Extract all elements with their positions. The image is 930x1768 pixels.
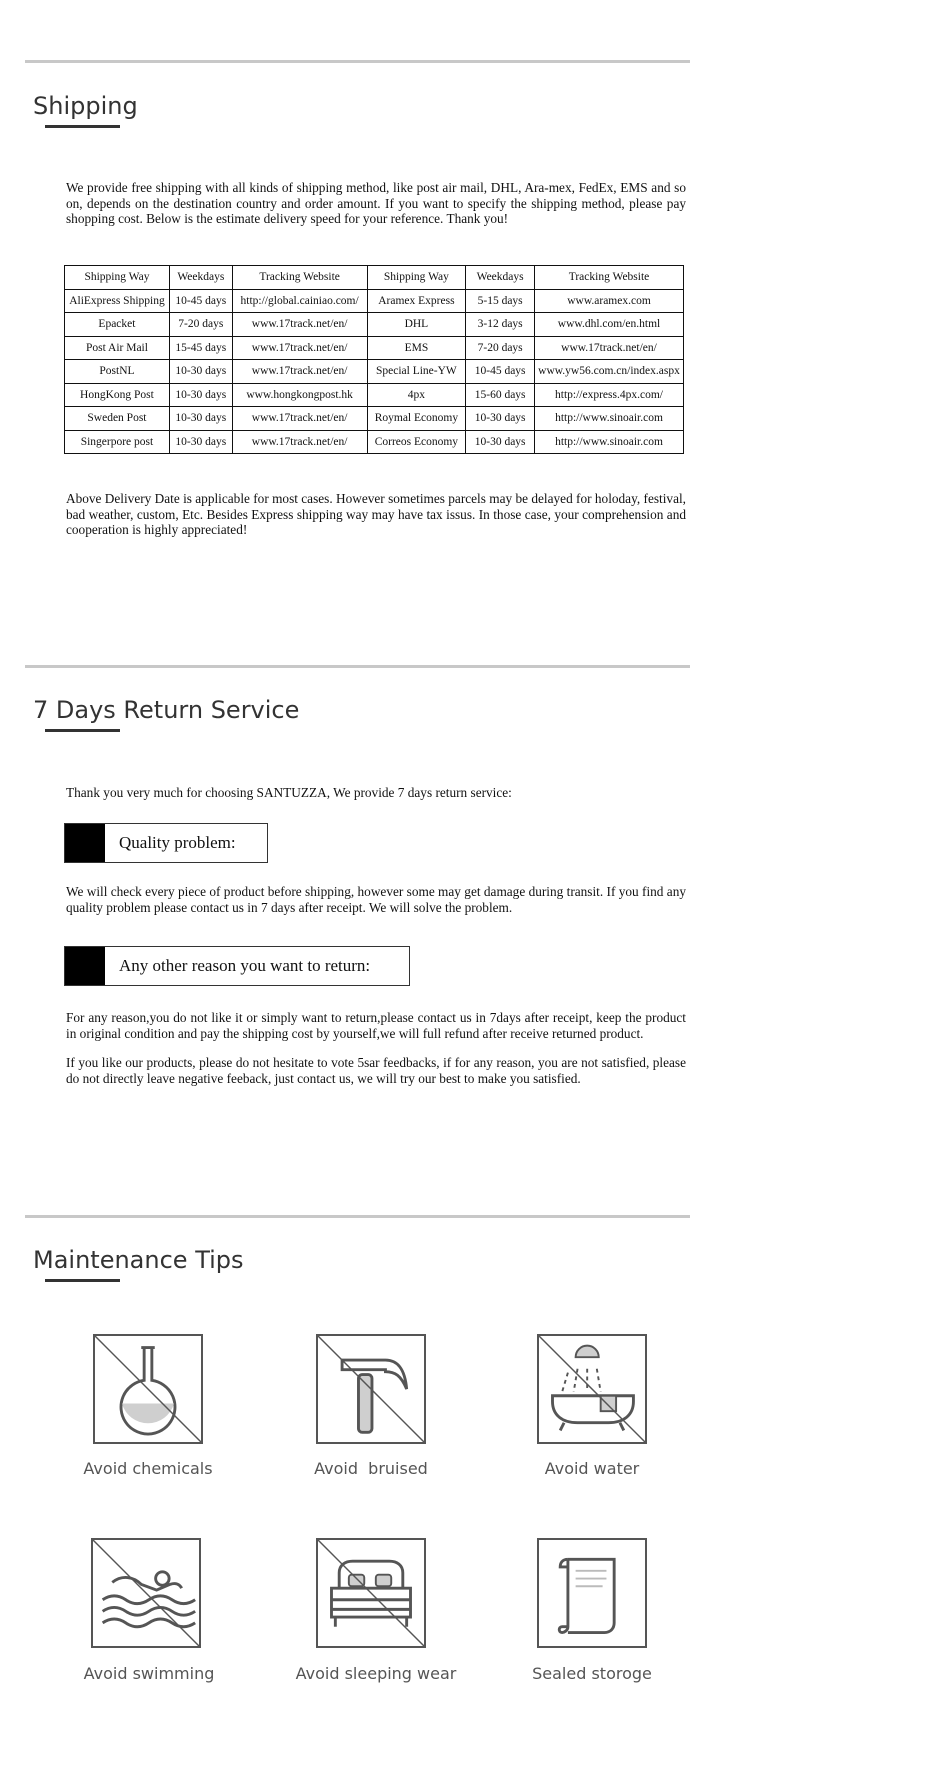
table-cell: Roymal Economy	[367, 407, 466, 431]
tip-card-swimming	[91, 1538, 201, 1648]
table-cell: www.17track.net/en/	[535, 336, 684, 360]
maintenance-title: Maintenance Tips	[33, 1246, 244, 1274]
scroll-icon	[539, 1540, 645, 1646]
shipping-table-header	[65, 266, 684, 290]
quality-problem-tag	[64, 823, 268, 863]
returns-intro: Thank you very much for choosing SANTUZZA, We provide 7 days return service:	[66, 785, 512, 800]
table-row	[65, 383, 684, 407]
section-divider-returns	[25, 665, 690, 668]
section-divider-maintenance	[25, 1215, 690, 1218]
other-reason-tag	[64, 946, 410, 986]
table-cell: Post Air Mail	[65, 336, 170, 360]
table-row	[65, 313, 684, 337]
returns-title-underline	[45, 729, 120, 732]
returns-title: 7 Days Return Service	[33, 696, 300, 724]
shipping-title: Shipping	[33, 92, 138, 120]
table-header-cell: Tracking Website	[535, 266, 684, 290]
table-cell: http://express.4px.com/	[535, 383, 684, 407]
table-cell: 10-30 days	[169, 360, 232, 384]
table-cell: PostNL	[65, 360, 170, 384]
quality-problem-label: Quality problem:	[119, 833, 236, 852]
table-cell: Special Line-YW	[367, 360, 466, 384]
table-row	[65, 336, 684, 360]
table-cell: www.yw56.com.cn/index.aspx	[535, 360, 684, 384]
maintenance-title-underline	[45, 1279, 120, 1282]
shower-bath-icon	[539, 1336, 645, 1442]
table-cell: 15-60 days	[466, 383, 535, 407]
table-cell: Correos Economy	[367, 430, 466, 454]
tip-card-chemicals	[93, 1334, 203, 1444]
table-cell: www.hongkongpost.hk	[232, 383, 367, 407]
table-cell: 4px	[367, 383, 466, 407]
table-cell: www.dhl.com/en.html	[535, 313, 684, 337]
table-cell: www.17track.net/en/	[232, 360, 367, 384]
feedback-text: If you like our products, please do not hesitate to vote 5sar feedbacks, if for any reason, you are not satisfied, please do not directly leave negative feeback, just contact us, we will try our best to make you satisfied.	[66, 1055, 686, 1086]
table-cell: www.17track.net/en/	[232, 430, 367, 454]
tag-block	[65, 947, 105, 985]
table-header-cell: Weekdays	[466, 266, 535, 290]
tip-label: Sealed storoge	[532, 1664, 652, 1683]
shipping-table	[64, 265, 684, 454]
table-cell: 10-30 days	[466, 407, 535, 431]
table-header-cell: Shipping Way	[367, 266, 466, 290]
other-reason-text: For any reason,you do not like it or simply want to return,please contact us in 7days after receipt, keep the product in original condition and pay the shipping cost by yourself,we will full refund after receive returned product.	[66, 1010, 686, 1041]
tip-card-sleeping	[316, 1538, 426, 1648]
other-reason-label: Any other reason you want to return:	[119, 956, 371, 975]
table-row	[65, 360, 684, 384]
table-cell: www.17track.net/en/	[232, 407, 367, 431]
table-cell: 10-30 days	[169, 430, 232, 454]
tip-card-water	[537, 1334, 647, 1444]
section-divider-shipping	[25, 60, 690, 63]
table-cell: www.aramex.com	[535, 289, 684, 313]
tip-card-storage	[537, 1538, 647, 1648]
table-cell: 10-30 days	[169, 407, 232, 431]
table-cell: Aramex Express	[367, 289, 466, 313]
table-cell: 10-45 days	[466, 360, 535, 384]
table-cell: 5-15 days	[466, 289, 535, 313]
table-cell: 10-30 days	[466, 430, 535, 454]
quality-problem-text: We will check every piece of product before shipping, however some may get damage during transit. If you find any quality problem please contact us in 7 days after receipt. We will solve the problem.	[66, 884, 686, 915]
table-row	[65, 407, 684, 431]
swimmer-icon	[93, 1540, 199, 1646]
tip-label: Avoid chemicals	[83, 1459, 213, 1478]
tip-card-bruised	[316, 1334, 426, 1444]
table-cell: HongKong Post	[65, 383, 170, 407]
table-header-cell: Tracking Website	[232, 266, 367, 290]
table-cell: DHL	[367, 313, 466, 337]
table-row	[65, 289, 684, 313]
table-cell: http://www.sinoair.com	[535, 407, 684, 431]
shipping-intro: We provide free shipping with all kinds of shipping method, like post air mail, DHL, Ara-mex, FedEx, EMS and so on, depends on the destination country and order amount. If you want to specify the shipping method, please pay shopping cost. Below is the estimate delivery speed for your reference. Thank you!	[66, 180, 686, 226]
tip-label: Avoid water	[544, 1459, 640, 1478]
table-cell: http://www.sinoair.com	[535, 430, 684, 454]
table-cell: Sweden Post	[65, 407, 170, 431]
shipping-title-underline	[45, 125, 120, 128]
table-cell: Singerpore post	[65, 430, 170, 454]
table-cell: AliExpress Shipping	[65, 289, 170, 313]
table-cell: 7-20 days	[169, 313, 232, 337]
bed-icon	[318, 1540, 424, 1646]
hammer-icon	[318, 1336, 424, 1442]
table-cell: Epacket	[65, 313, 170, 337]
table-cell: www.17track.net/en/	[232, 313, 367, 337]
table-row	[65, 430, 684, 454]
table-cell: 15-45 days	[169, 336, 232, 360]
table-header-cell: Weekdays	[169, 266, 232, 290]
table-cell: 7-20 days	[466, 336, 535, 360]
table-cell: 10-30 days	[169, 383, 232, 407]
table-cell: www.17track.net/en/	[232, 336, 367, 360]
shipping-note: Above Delivery Date is applicable for most cases. However sometimes parcels may be delayed for holoday, festival, bad weather, custom, Etc. Besides Express shipping way may have tax issus. In those case, your comprehension and cooperation is highly appreciated!	[66, 491, 686, 537]
table-header-cell: Shipping Way	[65, 266, 170, 290]
tip-label: Avoid swimming	[83, 1664, 215, 1683]
tag-block	[65, 824, 105, 862]
tip-label: Avoid sleeping wear	[295, 1664, 457, 1683]
table-cell: 3-12 days	[466, 313, 535, 337]
table-cell: EMS	[367, 336, 466, 360]
table-cell: http://global.cainiao.com/	[232, 289, 367, 313]
tip-label: Avoid bruised	[314, 1459, 428, 1478]
flask-icon	[95, 1336, 201, 1442]
table-cell: 10-45 days	[169, 289, 232, 313]
